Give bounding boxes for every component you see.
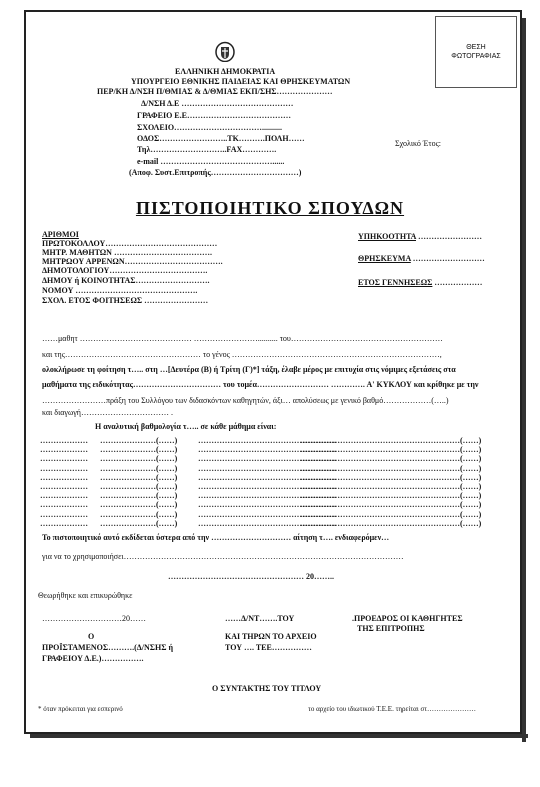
grade-cell: …………………(……)	[100, 463, 178, 473]
field-phone-fax: Τηλ………………………..FAX………….	[137, 145, 277, 154]
grade-cell: ……………………………………………………(……)	[300, 445, 482, 455]
sign-right-chair: .ΠΡΟΕΔΡΟΣ ΟΙ ΚΑΘΗΓΗΤΕΣ	[352, 614, 463, 623]
photo-box	[435, 16, 517, 88]
grade-cell: ……………………………………………………(……)	[300, 482, 482, 491]
sign-left-article: Ο	[88, 632, 95, 641]
numbers-heading: ΑΡΙΘΜΟΙ	[42, 230, 79, 239]
grade-cell: …………………(……)	[100, 482, 178, 491]
grade-cell: ………………	[40, 500, 88, 510]
grade-row	[40, 500, 500, 509]
composer-label: Ο ΣΥΝΤΑΚΤΗΣ ΤΟΥ ΤΙΤΛΟΥ	[212, 684, 322, 693]
grade-cell: …………………(……)	[100, 518, 178, 528]
grade-row	[40, 454, 500, 463]
grade-cell: ……………………………………………………(……)	[300, 509, 482, 519]
border-shadow-right	[522, 18, 526, 742]
field-directorate: Δ/ΝΣΗ Δ.Ε ……………………………………	[141, 99, 294, 108]
grade-cell: …………………(……)	[100, 454, 178, 464]
field-office: ΓΡΑΦΕΙΟ Ε.Ε…………………………………	[137, 111, 291, 120]
date-line: …………………………………………… 20……..	[168, 572, 334, 581]
grade-row	[40, 510, 500, 519]
field-protocol: ΠΡΩΤΟΚΟΛΛΟΥ……………………………………	[42, 239, 218, 248]
footnote-archive: το αρχείο του ιδιωτικού Τ.Ε.Ε. τηρείται στ…………………	[308, 705, 477, 713]
field-committee-decision: (Αποφ. Συστ.Επιτροπής……………………………)	[129, 168, 302, 177]
grade-cell: …………………………………………….	[198, 445, 336, 455]
grade-cell: …………………(……)	[100, 491, 178, 501]
body-line-parent: και της…………………………………………… το γένος ……………………………………………………………………,	[42, 350, 442, 359]
field-male-register: ΜΗΤΡΩΟΥ ΑΡΡΕΝΩΝ……………………………….	[42, 257, 223, 266]
grade-cell: ………………	[40, 482, 88, 491]
grade-cell: ……………………………………………………(……)	[300, 500, 482, 510]
grade-cell: ………………	[40, 509, 88, 519]
field-school: ΣΧΟΛΕΙΟ……………………………..........	[137, 123, 283, 132]
sign-right-committee: ΤΗΣ ΕΠΙΤΡΟΠΗΣ	[357, 624, 425, 633]
grade-cell: ………………	[40, 491, 88, 501]
body-line-specialty: μαθήματα της ειδικότητας…………………………… του τομέα……………………… …………. Α' ΚΥΚΛΟΥ και κρίθηκε με την	[42, 380, 479, 389]
grades-intro: Η αναλυτική βαθμολογία τ….. σε κάθε μάθημα είναι:	[95, 422, 277, 431]
grade-cell: ……………………………………………………(……)	[300, 436, 482, 445]
header-republic: ΕΛΛΗΝΙΚΗ ΔΗΜΟΚΡΑΤΙΑ	[175, 67, 276, 76]
sign-mid-archive: ΚΑΙ ΤΗΡΩΝ ΤΟ ΑΡΧΕΙΟ	[225, 632, 317, 641]
field-citizenship: ΥΠΗΚΟΟΤΗΤΑ ……………………	[358, 232, 482, 241]
field-municipal-register: ΔΗΜΟΤΟΛΟΓΙΟΥ……………………………….	[42, 266, 208, 275]
sign-left-head: ΠΡΟΪΣΤΑΜΕΝΟΣ……….(Δ/ΝΣΗΣ ή	[42, 643, 174, 652]
grade-cell: …………………………………………….	[198, 482, 336, 491]
grade-cell: …………………………………………….	[198, 518, 336, 528]
photo-label-1: ΘΕΣΗ	[466, 44, 486, 51]
body-line-completion: ολοκλήρωσε τη φοίτηση τ….. στη …[Δευτέρα (Β) ή Τρίτη (Γ)*] τάξη, έλαβε μέρος με επιτυχία στις νόμιμες εξετάσεις στα	[42, 365, 456, 374]
field-student-register: ΜΗΤΡ. ΜΑΘΗΤΩΝ ……………………………….	[42, 248, 212, 257]
usage-line: για να το χρησιμοποιήσει……………………………………………………………………………………………	[42, 552, 404, 561]
issued-line: Το πιστοποιητικό αυτό εκδίδεται ύστερα από την ………………………… αίτηση τ…. ενδιαφερόμεν…	[42, 533, 390, 542]
grade-row	[40, 445, 500, 454]
grade-cell: ………………	[40, 454, 88, 464]
grade-cell: …………………(……)	[100, 509, 178, 519]
header-regional-directorate: ΠΕΡ/ΚΗ Δ/ΝΣΗ Π/ΘΜΙΑΣ & Δ/ΘΜΙΑΣ ΕΚΠ/ΣΗΣ…………………	[97, 87, 333, 96]
grade-cell: …………………(……)	[100, 436, 178, 445]
grade-cell: ………………	[40, 463, 88, 473]
grade-row	[40, 464, 500, 473]
grade-row	[40, 491, 500, 500]
field-municipality: ΔΗΜΟΥ ή ΚΟΙΝΟΤΗΤΑΣ……………………….	[42, 276, 210, 285]
grade-row	[40, 473, 500, 482]
field-birth-year: ΕΤΟΣ ΓΕΝΝΗΣΕΩΣ ………………	[358, 278, 483, 287]
grade-cell: ………………	[40, 518, 88, 528]
grade-cell: …………………………………………….	[198, 491, 336, 501]
footnote-evening: * όταν πρόκειται για εσπερινό	[38, 705, 123, 713]
grade-cell: …………………(……)	[100, 500, 178, 510]
field-religion: ΘΡΗΣΚΕΥΜΑ ………………………	[358, 254, 485, 263]
seen-label: Θεωρήθηκε και επικυρώθηκε	[38, 591, 133, 600]
sign-mid-director: ……Δ/ΝΤ…….ΤΟΥ	[225, 614, 295, 623]
sign-mid-school: ΤΟΥ …. ΤΕΕ……………	[225, 643, 312, 652]
grade-cell: …………………(……)	[100, 445, 178, 455]
page-title: ΠΙΣΤΟΠΟΙΗΤΙΚΟ ΣΠΟΥΔΩΝ	[135, 198, 405, 218]
photo-label-2: ΦΩΤΟΓΡΑΦΙΑΣ	[451, 53, 501, 60]
field-school-year-attendance: ΣΧΟΛ. ΕΤΟΣ ΦΟΙΤΗΣΕΩΣ ……………………	[42, 296, 209, 305]
grade-row	[40, 482, 500, 491]
grade-cell: …………………………………………….	[198, 500, 336, 510]
grade-cell: ……………………………………………………(……)	[300, 463, 482, 473]
grade-cell: ………………	[40, 436, 88, 445]
body-line-student: ……μαθητ …………………………………… …………………….......... του…………………………………………………	[42, 334, 443, 343]
greek-coat-of-arms-icon	[215, 40, 235, 62]
grade-row	[40, 436, 500, 445]
grade-cell: ………………	[40, 445, 88, 455]
grade-cell: …………………………………………….	[198, 463, 336, 473]
school-year-label: Σχολικό Έτος:	[395, 139, 441, 148]
body-line-conduct: και διαγωγή…………………………… .	[42, 408, 173, 417]
grade-row	[40, 519, 500, 528]
body-line-grade: ……………………πράξη του Συλλόγου των διδασκόντων καθηγητών, άξι… απολύσεως με γενικό βαθμό………………(…..)	[42, 396, 449, 405]
sign-left-office: ΓΡΑΦΕΙΟΥ Δ.Ε.)…………….	[42, 654, 144, 663]
field-prefecture: ΝΟΜΟΥ ……………………………………….	[42, 286, 198, 295]
grade-cell: ……………………………………………………(……)	[300, 491, 482, 501]
field-email: e-mail ……………………………………......	[137, 157, 285, 166]
grade-cell: …………………(……)	[100, 472, 178, 482]
field-address: ΟΔΟΣ……………………..ΤΚ……….ΠΟΛΗ……	[137, 134, 305, 143]
grade-cell: ………………	[40, 472, 88, 482]
header-ministry: ΥΠΟΥΡΓΕΙΟ ΕΘΝΙΚΗΣ ΠΑΙΔΕΙΑΣ ΚΑΙ ΘΡΗΣΚΕΥΜΑΤΩΝ	[131, 77, 351, 86]
grade-cell: ……………………………………………………(……)	[300, 518, 482, 528]
grade-cell: …………………………………………….	[198, 509, 336, 519]
grade-cell: …………………………………………….	[198, 454, 336, 464]
grade-cell: …………………………………………….	[198, 472, 336, 482]
grade-cell: ……………………………………………………(……)	[300, 454, 482, 464]
seen-date: …………………………20……	[42, 614, 146, 623]
grade-cell: …………………………………………….	[198, 436, 336, 445]
grade-cell: ……………………………………………………(……)	[300, 472, 482, 482]
border-shadow-bottom	[30, 734, 528, 738]
